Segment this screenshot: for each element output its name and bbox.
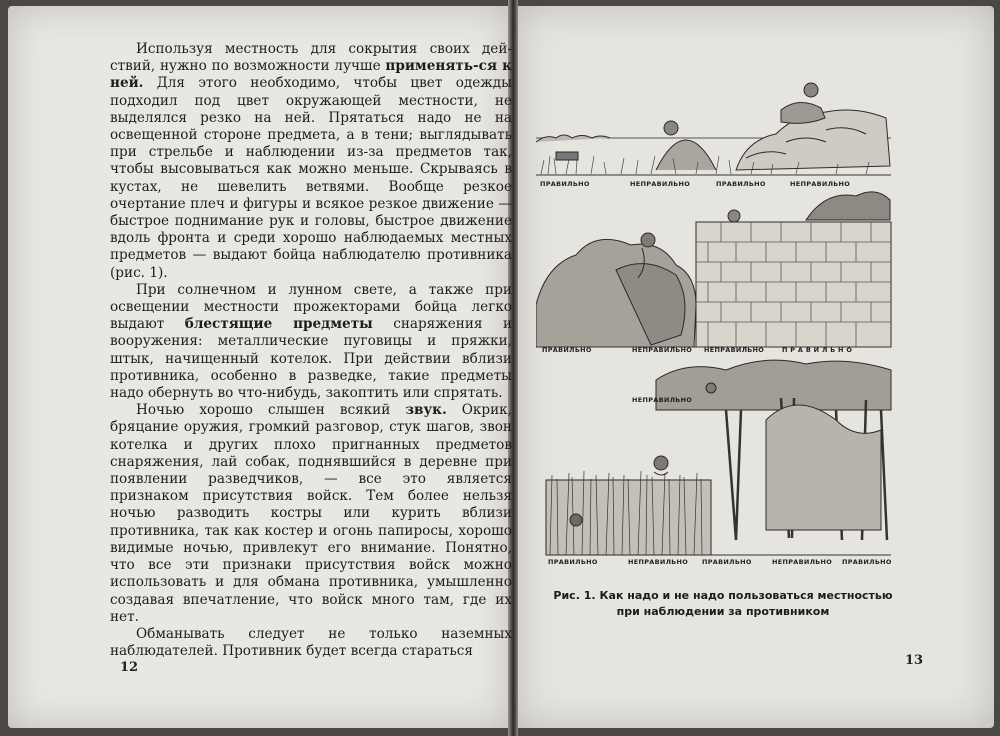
label-incorrect: НЕПРАВИЛЬНО: [628, 558, 689, 566]
paragraph: Ночью хорошо слышен всякий звук. Окрик, бряцание оружия, громкий разговор, стук шагов, звон котелка и других плохо пригнанных предметов снаряжения, лай собак, поднявшийся в деревне при появлении разведчиков, — все это является признаком присутствия войск. Тем более нельзя ночью разводить костры или курить вблизи противника, так как костер и огонь папиросы, хорошо видимые ночью, привлекут его внимание. Понятно, что все эти признаки присутствия войск можно использовать и для обмана противника, умышленно создавая впечатление, что войск много там, где их нет.: [110, 402, 513, 625]
figure-illustration: [536, 80, 896, 570]
caption-line-1: Как надо и не надо пользоваться местностью: [599, 589, 893, 602]
scene-rocks: [536, 83, 891, 175]
label-incorrect: НЕПРАВИЛЬНО: [772, 558, 833, 566]
label-correct: ПРАВИЛЬНО: [542, 346, 592, 354]
body-text: [110, 41, 512, 660]
label-incorrect: НЕПРАВИЛЬНО: [790, 180, 851, 188]
label-incorrect: НЕПРАВИЛЬНО: [632, 396, 693, 404]
label-correct: ПРАВИЛЬНО: [548, 558, 598, 566]
figure-1: [536, 80, 896, 570]
label-incorrect: НЕПРАВИЛЬНО: [704, 346, 765, 354]
figure-caption: [548, 588, 898, 620]
label-incorrect: НЕПРАВИЛЬНО: [632, 346, 693, 354]
paragraph: Используя местность для сокрытия своих дей-ствий, нужно по возможности лучше применять-ся к ней. Для этого необходимо, чтобы цвет одежды подходил под цвет окружающей местности, не выделялся резко на ней. Прятаться надо не на освещенной стороне предмета, а в тени; выглядывать при стрельбе и наблюдении из-за предметов так, чтобы высовываться как можно меньше. Скрываясь в кустах, не шевелить ветвями. Вообще резкое очертание плеч и фигуры и всякое резкое движение — быстрое поднимание рук и головы, быстрое движение вдоль фронта и среди хорошо наблюдаемых местных предметов — выдают бойца наблюдателю противника (рис. 1).: [110, 41, 512, 281]
label-correct: ПРАВИЛЬНО: [540, 180, 590, 188]
label-correct: П Р А В И Л Ь Н О: [782, 346, 853, 354]
label-correct: ПРАВИЛЬНО: [702, 558, 752, 566]
scene-trees: [546, 360, 891, 555]
paragraph: При солнечном и лунном свете, а также при освещении местности прожекторами бойца легко выдают блестящие предметы снаряжения и вооружения: металлические пуговицы и пряжки, штык, начищенный котелок. При действии вблизи противника, особенно в разведке, такие предметы надо обернуть во что-нибудь, закоптить или спрятать.: [110, 281, 513, 402]
paragraph: Обманывать следует не только наземных наблюдателей. Противник будет всегда стараться: [110, 625, 512, 660]
label-correct: ПРАВИЛЬНО: [716, 180, 766, 188]
page-number-right: 13: [905, 653, 924, 668]
label-correct: ПРАВИЛЬНО: [842, 558, 892, 566]
label-incorrect: НЕПРАВИЛЬНО: [630, 180, 691, 188]
caption-line-2: при наблюдении за противником: [616, 605, 830, 618]
caption-prefix: Рис. 1.: [553, 589, 596, 602]
page-number-left: 12: [120, 660, 139, 675]
scene-wall: [536, 192, 891, 347]
